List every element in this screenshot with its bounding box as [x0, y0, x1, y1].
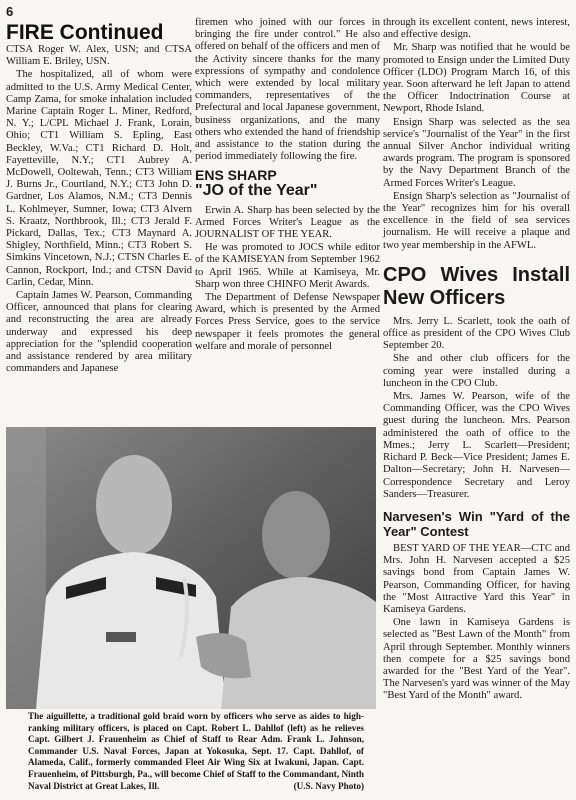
- sharp-paragraph: Ensign Sharp's selection as "Journalist of the Year" recognizes him for his overall excellence in the field of sea services journalism. He will receive a plaque and two year membership in the AFWL.: [383, 190, 570, 251]
- cpo-paragraph: Mrs. Jerry L. Scarlett, took the oath of office as president of the CPO Wives Club September 20.: [383, 315, 570, 352]
- sharp-paragraph: Erwin A. Sharp has been selected by the Armed Forces Writer's League as the JOURNALIST OF THE YEAR.: [195, 204, 380, 241]
- sharp-paragraph: through its excellent content, news interest, and effective design.: [383, 17, 570, 41]
- fire-paragraph: firemen who joined with our forces in bringing the fire under control." He also offered on behalf of the officers and men of the Activity sincere thanks for the many expressions of sympathy and condolence which were extended by local military commanders, representatives of the Prefectural and local Japanese government, business organizations, and the many others who extended the hand of friendship and assistance to the station during the period immediately following the fire.: [195, 17, 380, 163]
- column-2: [195, 17, 380, 354]
- cpo-paragraph: She and other club officers for the coming year were installed during a luncheon in the CPO Club.: [383, 353, 570, 389]
- sharp-paragraph: Mr. Sharp was notified that he would be promoted to Ensign under the Limited Duty Officer (LDO) Program March 16, of this year. Soon afterward he left Japan to attend the Officer Indoctrination Course at Newport, Rhode Island.: [383, 42, 570, 115]
- photo-illustration: [6, 427, 376, 709]
- sharp-kicker: ENS SHARP: [195, 167, 277, 184]
- yard-heading: Narvesen's Win "Yard of the Year" Contest: [383, 508, 570, 539]
- aiguillette-photo: [6, 427, 376, 709]
- fire-paragraph: The hospitalized, all of whom were admitted to the U.S. Army Medical Center, Camp Zama, for smoke inhalation included Marine Captain Roger L. Miner, Redford, N. Y.; L/CPL Michael J. Frank, Lorain, Ohio; CT1 William S. Epling, East Beckley, W.Va.; CT1 Richard D. Holt, Fayetteville, N.Y.; CT1 Aubrey A. McDowell, Ooltewah, Tenn.; CT3 William J. Burns Jr., Courtland, N.Y.; CT3 John D. Gardner, Los Alamos, N.M.; CT3 Dennis L. Kohlmeyer, Sumner, Iowa; CT3 Alvern S. Kraatz, Northbrook, Ill.; CT3 Jerald F. Pickard, Dallas, Tex.; CT3 Maynard A. Shigley, Northfield, Minn.; CT3 Robert S. Simkins Vincetown, N.J.; CTSN Charles E. Cannon, Rockport, Ind.; and CTSN David Carlin, Cedar, Minn.: [6, 69, 192, 288]
- photo-credit: (U.S. Navy Photo): [293, 780, 364, 791]
- caption-text: The aiguillette, a traditional gold braid worn by officers who serve as aides to high-ranking military officers, is placed on Capt. Robert L. Dahllof (left) as he relieves Capt. Gilbert J. Frauenheim as Chief of Staff to Rear Adm. Frank L. Johnson, Commander U.S. Naval Forces, Japan at Yokosuka, Sept. 17. Capt. Dahllof, of Alameda, Calif., formerly commanded Fleet Air Wing Six at Iwakuni, Japan. Capt. Frauenheim, of Pittsburgh, Pa., will become Chief of Staff to the Commandant, Ninth Naval District at Great Lakes, Ill.: [28, 711, 364, 791]
- yard-paragraph: BEST YARD OF THE YEAR—CTC and Mrs. John H. Narvesen accepted a $25 savings bond from Captain James W. Pearson, Commanding Officer, for having the "Most Attractive Yard this Year" in Kamiseya Gardens.: [383, 542, 570, 615]
- sharp-heading: "JO of the Year": [195, 181, 318, 199]
- sharp-paragraph: The Department of Defense Newspaper Award, which is presented by the Armed Forces Press Service, goes to the service newspaper it feels promotes the general welfare and morale of personnel: [195, 292, 380, 352]
- column-1: [6, 44, 192, 376]
- fire-paragraph: CTSA Roger W. Alex, USN; and CTSA William E. Briley, USN.: [6, 44, 192, 68]
- yard-paragraph: One lawn in Kamiseya Gardens is selected as "Best Lawn of the Month" from April through September. Monthly winners then compete for a $25 savings bond awarded for the "Best Yard of the Year". The Narvesen's yard was winner of the May "Best Yard of the Month" award.: [383, 617, 570, 702]
- page-number: 6: [6, 4, 14, 19]
- sharp-paragraph: He was promoted to JOCS while editor of the KAMISEYAN from September 1962 to April 1965. While at Kamiseya, Mr. Sharp won three CHINFO Merit Awards.: [195, 242, 380, 290]
- cpo-heading: CPO Wives Install New Officers: [383, 263, 570, 309]
- sharp-paragraph: Ensign Sharp was selected as the sea service's "Journalist of the Year" in the first annual Silver Anchor individual writing awards program. The program is sponsored by the Navy Department Branch of the Armed Forces Writer's League.: [383, 116, 570, 189]
- fire-continued-heading: FIRE Continued: [6, 21, 164, 44]
- column-3: [383, 17, 570, 704]
- cpo-paragraph: Mrs. James W. Pearson, wife of the Commanding Officer, was the CPO Wives guest during the luncheon. Mrs. Pearson administered the oath of office to the Mmes.; Jerry L. Scarlett—President; Richard P. Beck—Vice President; James E. Dalton—Secretary; John H. Narvesen—Correspondence Secretary and Leroy Sanders—Treasurer.: [383, 391, 570, 500]
- photo-caption: [28, 711, 364, 792]
- fire-paragraph: Captain James W. Pearson, Commanding Officer, announced that plans for clearing and reconstructing the area are already underway and expressed his deep appreciation for the "splendid cooperation and assistance rendered by area military commanders and Japanese: [6, 290, 192, 375]
